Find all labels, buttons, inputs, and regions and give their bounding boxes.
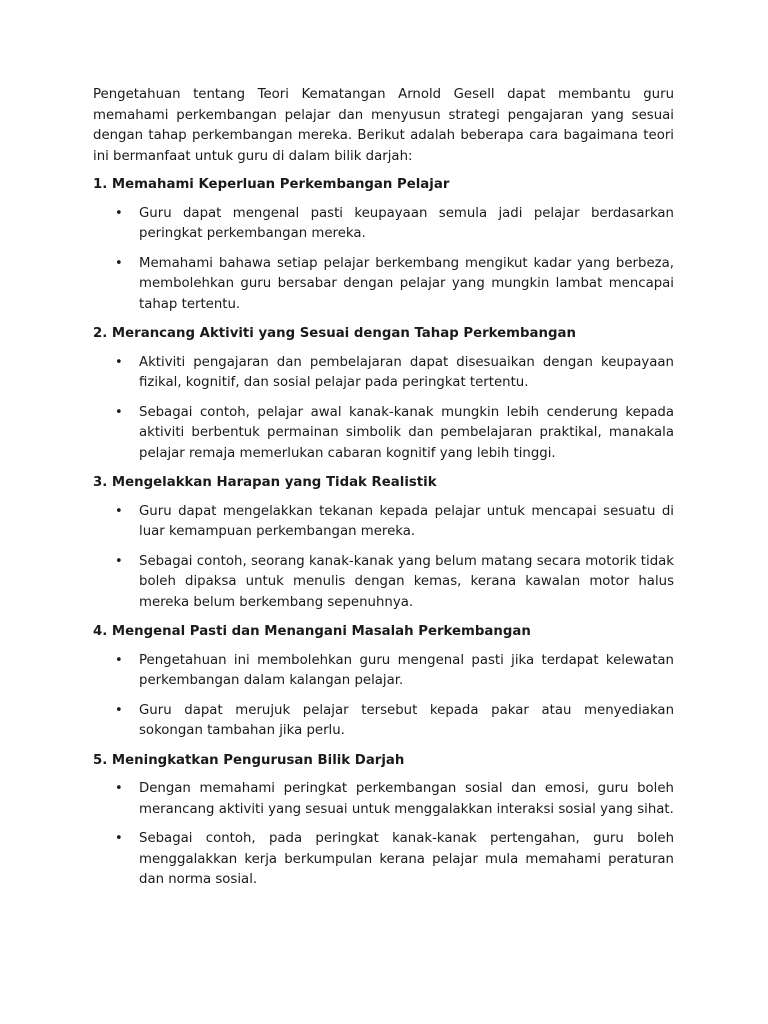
list-item-text: Dengan memahami peringkat perkembangan sosial dan emosi, guru boleh merancang aktiviti yang sesuai untuk menggalakkan interaksi sosial yang sihat. [139,781,674,817]
intro-paragraph: Pengetahuan tentang Teori Kematangan Arnold Gesell dapat membantu guru memahami perkembangan pelajar dan menyusun strategi pengajaran yang sesuai dengan tahap perkembangan mereka. Berikut adalah beberapa cara bagaimana teori ini bermanfaat untuk guru di dalam bilik darjah: [93,87,674,164]
list-item-text: Sebagai contoh, pelajar awal kanak-kanak mungkin lebih cenderung kepada aktiviti berbentuk permainan simbolik dan pembelajaran praktikal, manakala pelajar remaja memerlukan cabaran kognitif yang lebih tinggi. [139,404,674,461]
bullet-icon: • [115,652,123,668]
document-page [93,85,674,900]
section-heading: 1. Memahami Keperluan Perkembangan Pelajar [93,177,450,192]
bullet-list [93,502,674,614]
list-item [93,502,674,543]
list-item [93,829,674,891]
list-item [93,254,674,316]
section-heading: 4. Mengenal Pasti dan Menangani Masalah Perkembangan [93,624,531,639]
list-item [93,552,674,614]
bullet-icon: • [115,354,123,370]
list-item-text: Guru dapat mengelakkan tekanan kepada pelajar untuk mencapai sesuatu di luar kemampuan perkembangan mereka. [139,503,674,539]
bullet-icon: • [115,553,123,569]
bullet-list [93,651,674,742]
section-heading: 5. Meningkatkan Pengurusan Bilik Darjah [93,752,405,768]
list-item [93,353,674,394]
bullet-icon: • [115,404,123,420]
bullet-icon: • [115,831,123,846]
section-heading: 3. Mengelakkan Harapan yang Tidak Realistik [93,475,437,490]
bullet-list [93,204,674,316]
section-heading: 2. Merancang Aktiviti yang Sesuai dengan Tahap Perkembangan [93,326,576,341]
list-item [93,701,674,742]
section-2 [93,324,674,464]
bullet-icon: • [115,205,123,221]
list-item-text: Aktiviti pengajaran dan pembelajaran dapat disesuaikan dengan keupayaan fizikal, kognitif, dan sosial pelajar pada peringkat tertentu. [139,354,674,390]
bullet-list [93,353,674,465]
bullet-icon: • [115,255,123,271]
list-item [93,204,674,245]
list-item-text: Memahami bahawa setiap pelajar berkembang mengikut kadar yang berbeza, membolehkan guru bersabar dengan pelajar yang mungkin lambat mencapai tahap tertentu. [139,255,674,312]
list-item-text: Guru dapat mengenal pasti keupayaan semula jadi pelajar berdasarkan peringkat perkembangan mereka. [139,205,674,241]
bullet-icon: • [115,503,123,519]
list-item-text: Pengetahuan ini membolehkan guru mengenal pasti jika terdapat kelewatan perkembangan dalam kalangan pelajar. [139,652,674,688]
list-item-text: Sebagai contoh, seorang kanak-kanak yang belum matang secara motorik tidak boleh dipaksa untuk menulis dengan kemas, kerana kawalan motor halus mereka belum berkembang sepenuhnya. [139,553,674,610]
list-item [93,779,674,820]
list-item-text: Guru dapat merujuk pelajar tersebut kepada pakar atau menyediakan sokongan tambahan jika perlu. [139,702,674,738]
list-item-text: Sebagai contoh, pada peringkat kanak-kanak pertengahan, guru boleh menggalakkan kerja berkumpulan kerana pelajar mula memahami peraturan dan norma sosial. [139,831,674,887]
bullet-icon: • [115,702,123,718]
list-item [93,403,674,465]
list-item [93,651,674,692]
section-1 [93,175,674,315]
bullet-icon: • [115,781,123,796]
section-4 [93,622,674,742]
bullet-list [93,779,674,891]
section-5 [93,751,674,891]
section-3 [93,473,674,613]
